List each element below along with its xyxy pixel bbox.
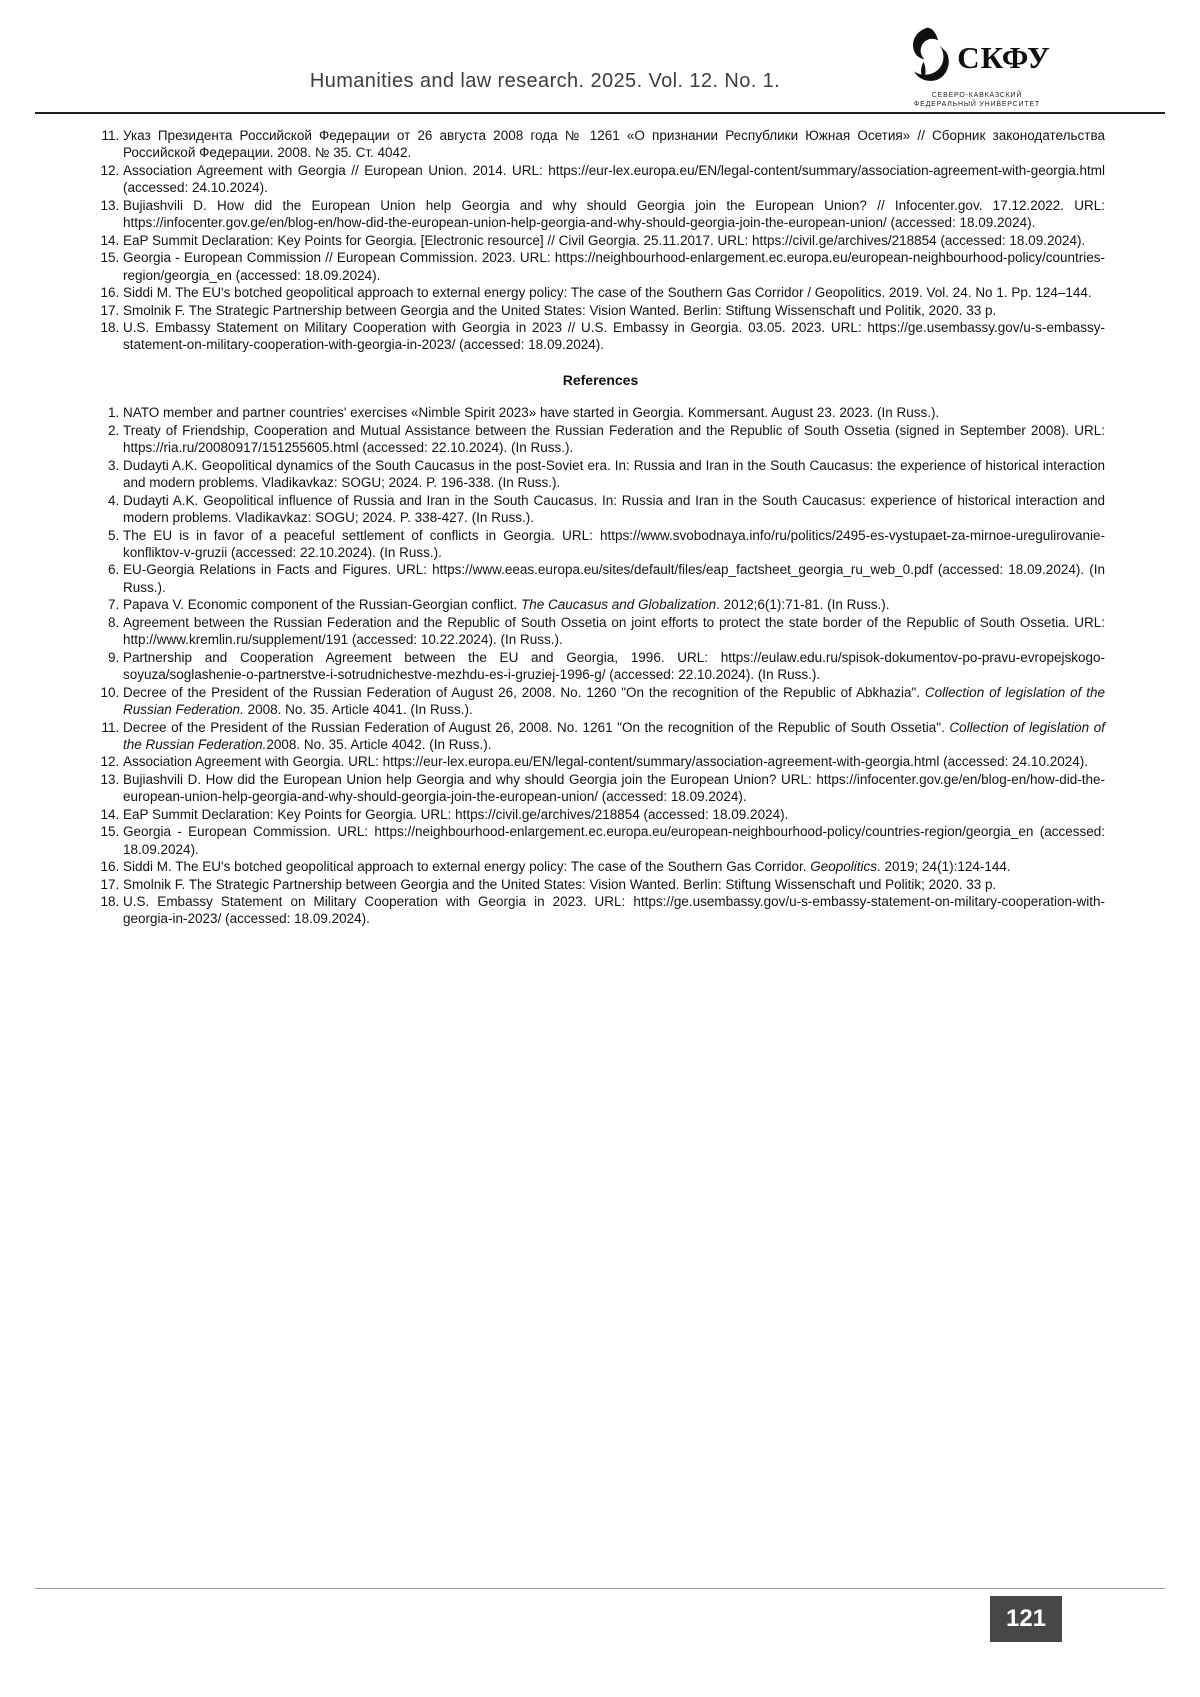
reference-item: 8. Agreement between the Russian Federation and the Republic of South Ossetia on joint efforts to protect the state border of the Republic of South Ossetia. URL: http://www.kremlin.ru/supplement/191 (accessed: 10.22.2024). (In Russ.). [123,614,1105,649]
reference-item: 16. Siddi M. The EU's botched geopolitical approach to external energy policy: The case of the Southern Gas Corridor / Geopolitics. 2019. Vol. 24. No 1. Pp. 124–144. [123,284,1105,301]
phoenix-bird-icon [903,26,951,89]
reference-item: 1. NATO member and partner countries' exercises «Nimble Spirit 2023» have started in Georgia. Kommersant. August 23. 2023. (In Russ.). [123,404,1105,421]
logo-caption-line1: СЕВЕРО-КАВКАЗСКИЙ [931,92,1023,99]
university-logo [892,26,1062,109]
reference-item: 2. Treaty of Friendship, Cooperation and Mutual Assistance between the Russian Federation and the Republic of South Ossetia (signed in September 2008). URL: https://ria.ru/20080917/151255605.html (accessed: 22.10.2024). (In Russ.). [123,422,1105,457]
reference-item: 15. Georgia - European Commission // European Commission. 2023. URL: https://neighbourhood-enlargement.ec.europa.eu/european-neighbourhood-policy/countries-region/georgia_en (accessed: 18.09.2024). [123,249,1105,284]
reference-item: 17. Smolnik F. The Strategic Partnership between Georgia and the United States: Vision Wanted. Berlin: Stiftung Wissenschaft und Politik, 2020. 33 p. [123,302,1105,319]
logo-caption-line2: ФЕДЕРАЛЬНЫЙ УНИВЕРСИТЕТ [913,101,1040,108]
reference-item: 15. Georgia - European Commission. URL: https://neighbourhood-enlargement.ec.europa.eu/european-neighbourhood-policy/countries-region/georgia_en (accessed: 18.09.2024). [123,823,1105,858]
reference-item: 12. Association Agreement with Georgia. URL: https://eur-lex.europa.eu/EN/legal-content/summary/association-agreement-with-georgia.html (accessed: 24.10.2024). [123,753,1105,770]
reference-item: 16. Siddi M. The EU's botched geopolitical approach to external energy policy: The case of the Southern Gas Corridor. Geopolitics. 2019; 24(1):124-144. [123,858,1105,875]
reference-item: 18. U.S. Embassy Statement on Military Cooperation with Georgia in 2023. URL: https://ge.usembassy.gov/u-s-embassy-statement-on-military-cooperation-with-georgia-in-2023/ (accessed: 18.09.2024). [123,893,1105,928]
references-heading: References [562,371,639,388]
reference-item: 14. EaP Summit Declaration: Key Points for Georgia. URL: https://civil.ge/archives/218854 (accessed: 18.09.2024). [123,806,1105,823]
reference-item: 17. Smolnik F. The Strategic Partnership between Georgia and the United States: Vision Wanted. Berlin: Stiftung Wissenschaft und Politik; 2020. 33 p. [123,876,1105,893]
reference-item: 7. Papava V. Economic component of the Russian-Georgian conflict. The Caucasus and Globalization. 2012;6(1):71-81. (In Russ.). [123,596,1105,613]
references-list [96,404,1105,928]
reference-item: 5. The EU is in favor of a peaceful settlement of conflicts in Georgia. URL: https://www.svobodnaya.info/ru/politics/2495-es-vystupaet-za-mirnoe-uregulirovanie-konfliktov-v-gruzii (accessed: 22.10.2024). (In Russ.). [123,527,1105,562]
reference-item: 9. Partnership and Cooperation Agreement between the EU and Georgia, 1996. URL: https://eulaw.edu.ru/spisok-dokumentov-po-pravu-evropejskogo-soyuza/soglashenie-o-partnerstve-i-sotrudnichestve-mezhdu-es-i-gruziej-1996-g/ (accessed: 22.10.2024). (In Russ.). [123,649,1105,684]
bibliography-list [96,127,1105,354]
reference-item: 13. Bujiashvili D. How did the European Union help Georgia and why should Georgia join the European Union? URL: https://infocenter.gov.ge/en/blog-en/how-did-the-european-union-help-georgia-and-why-should-georgia-join-the-european-union/ (accessed: 18.09.2024). [123,771,1105,806]
reference-item: 3. Dudayti A.K. Geopolitical dynamics of the South Caucasus in the post-Soviet era. In: Russia and Iran in the South Caucasus: the experience of historical interaction and modern problems. Vladikavkaz: SOGU; 2024. P. 196-338. (In Russ.). [123,457,1105,492]
reference-item: 4. Dudayti A.K. Geopolitical influence of Russia and Iran in the South Caucasus. In: Russia and Iran in the South Caucasus: experience of historical interaction and modern problems. Vladikavkaz: SOGU; 2024. P. 338-427. (In Russ.). [123,492,1105,527]
reference-item: 11. Указ Президента Российской Федерации от 26 августа 2008 года № 1261 «О признании Республики Южная Осетия» // Сборник законодательства Российской Федерации. 2008. № 35. Ст. 4042. [123,127,1105,162]
footer-divider [35,1588,1165,1589]
reference-item: 18. U.S. Embassy Statement on Military Cooperation with Georgia in 2023 // U.S. Embassy in Georgia. 03.05. 2023. URL: https://ge.usembassy.gov/u-s-embassy-statement-on-military-cooperation-with-georgia-in-2023/ (accessed: 18.09.2024). [123,319,1105,354]
reference-item: 11. Decree of the President of the Russian Federation of August 26, 2008. No. 1261 "On the recognition of the Republic of South Ossetia". Collection of legislation of the Russian Federation.2008. No. 35. Article 4042. (In Russ.). [123,719,1105,754]
reference-item: 13. Bujiashvili D. How did the European Union help Georgia and why should Georgia join the European Union? // Infocenter.gov. 17.12.2022. URL: https://infocenter.gov.ge/en/blog-en/how-did-the-european-union-help-georgia-and-why-should-georgia-join-the-european-union/ (accessed: 18.09.2024). [123,197,1105,232]
reference-item: 12. Association Agreement with Georgia // European Union. 2014. URL: https://eur-lex.europa.eu/EN/legal-content/summary/association-agreement-with-georgia.html (accessed: 24.10.2024). [123,162,1105,197]
logo-caption [892,91,1062,109]
journal-title: Humanities and law research. 2025. Vol. 12. No. 1. [309,70,781,92]
reference-item: 14. EaP Summit Declaration: Key Points for Georgia. [Electronic resource] // Civil Georgia. 25.11.2017. URL: https://civil.ge/archives/218854 (accessed: 18.09.2024). [123,232,1105,249]
logo-acronym: СКФУ [957,39,1051,75]
page-content [96,127,1105,928]
page-number-badge: 121 [990,1596,1062,1642]
reference-item: 6. EU-Georgia Relations in Facts and Figures. URL: https://www.eeas.europa.eu/sites/default/files/eap_factsheet_georgia_ru_web_0.pdf (accessed: 18.09.2024). (In Russ.). [123,561,1105,596]
reference-item: 10. Decree of the President of the Russian Federation of August 26, 2008. No. 1260 "On the recognition of the Republic of Abkhazia". Collection of legislation of the Russian Federation. 2008. No. 35. Article 4041. (In Russ.). [123,684,1105,719]
header-divider [35,112,1165,114]
